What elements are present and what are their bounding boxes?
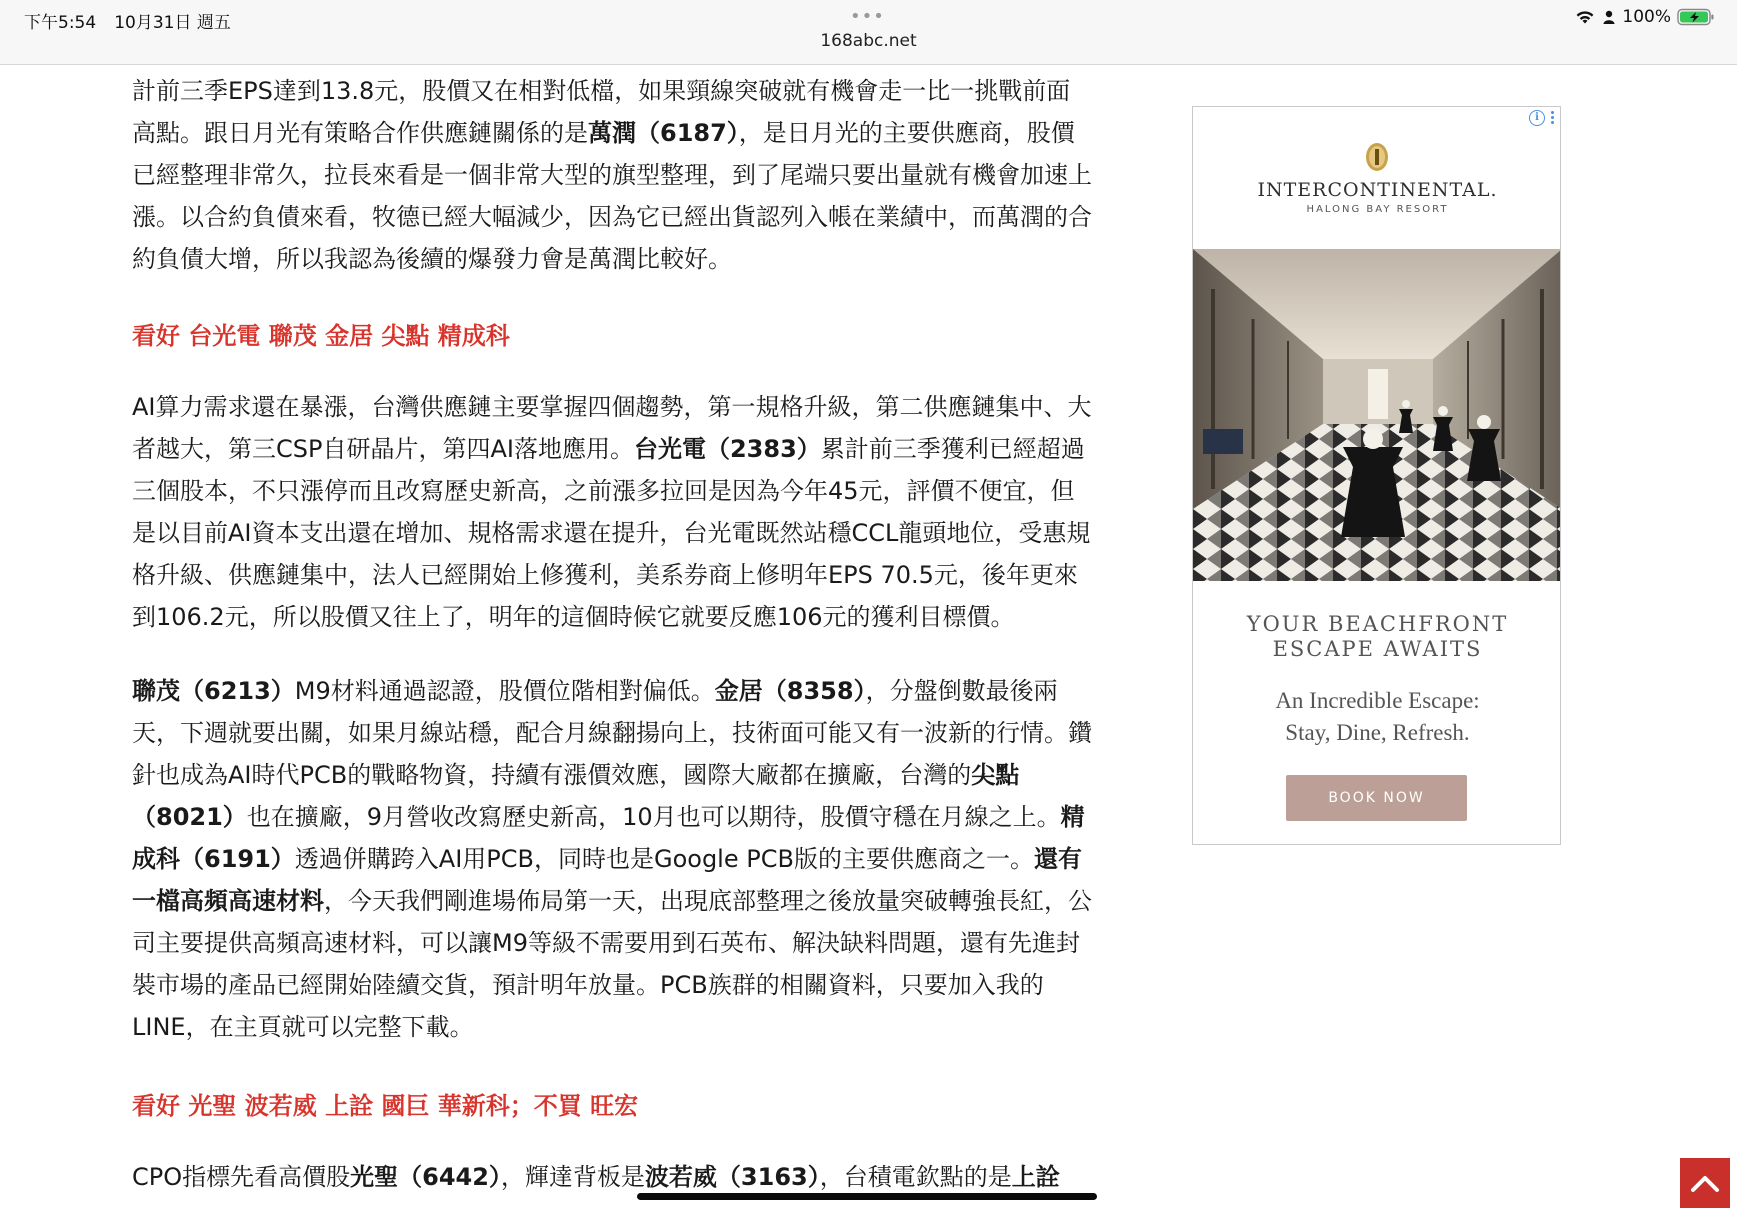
stock-name-bold: 尖點（8021） [132, 761, 1020, 831]
address-bar[interactable]: 168abc.net [820, 31, 917, 51]
article-content [132, 64, 1092, 1213]
paragraph-text: 計前三季EPS達到13.8元，股價又在相對低檔，如果頸線突破就有機會走一比一挑戰前面高點。跟日月光有策略合作供應鏈關係的是 [132, 77, 1071, 147]
ad-tagline [1193, 685, 1561, 749]
status-time: 下午5:54 [24, 13, 97, 33]
stock-name-bold: 波若威（3163） [644, 1163, 820, 1191]
book-now-button[interactable]: BOOK NOW [1286, 775, 1467, 821]
paragraph-text: 累計前三季獲利已經超過三個股本，不只漲停而且改寫歷史新高，之前漲多拉回是因為今年45元，評價不便宜，但是以目前AI資本支出還在增加、規格需求還在提升，台光電既然站穩CCL龍頭地位，受惠規格升級、供應鏈集中，法人已經開始上修獲利，美系券商上修明年EPS 70.5元，後年更來到106.2元，所以股價又往上了，明年的這個時候它就要反應106元的獲利目標價。 [132, 435, 1091, 631]
ad-headline [1193, 612, 1561, 662]
ad-brand-subtitle: HALONG BAY RESORT [1306, 204, 1449, 215]
stock-name-bold: 上詮 [1011, 1163, 1060, 1191]
chevron-up-icon [1690, 1173, 1720, 1193]
ad-brand-name: INTERCONTINENTAL. [1257, 179, 1498, 201]
article-paragraph [132, 670, 1092, 1048]
wifi-icon [1575, 9, 1595, 25]
article-paragraph [132, 386, 1092, 638]
stock-name-bold: 金居（8358） [714, 677, 866, 705]
intercontinental-logo-icon [1364, 141, 1390, 173]
ad-headline-line: YOUR BEACHFRONT [1246, 612, 1509, 636]
ad-menu-icon[interactable] [1551, 111, 1554, 126]
paragraph-text: ，台積電欽點的是 [819, 1163, 1012, 1191]
stock-name-bold: 萬潤（6187） [588, 119, 739, 147]
paragraph-text: ，今天我們剛進場佈局第一天，出現底部整理之後放量突破轉強長紅，公司主要提供高頻高速材料，可以讓M9等級不需要用到石英布、解決缺料問題，還有先進封裝市場的產品已經開始陸續交貨，預計明年放量。PCB族群的相關資料，只要加入我的LINE，在主頁就可以完整下載。 [132, 887, 1092, 1041]
section-heading: 看好 台光電 聯茂 金居 尖點 精成科 [132, 322, 510, 350]
stock-name-bold: 聯茂（6213） [132, 677, 295, 705]
paragraph-text: 也在擴廠，9月營收改寫歷史新高，10月也可以期待，股價守穩在月線之上。 [246, 803, 1061, 831]
paragraph-text: CPO指標先看高價股 [132, 1163, 351, 1191]
article-paragraph [132, 70, 1092, 280]
paragraph-text: ，是日月光的主要供應商，股價已經整理非常久，拉長來看是一個非常大型的旗型整理，到了尾端只要出量就有機會加速上漲。以合約負債來看，牧德已經大幅減少，因為它已經出貨認列入帳在業績中，而萬潤的合約負債大增，所以我認為後續的爆發力會是萬潤比較好。 [132, 119, 1092, 273]
ad-hotel-hallway-image[interactable] [1193, 249, 1561, 581]
paragraph-text: M9材料通過認證，股價位階相對偏低。 [294, 677, 715, 705]
paragraph-text: 透過併購跨入AI用PCB，同時也是Google PCB版的主要供應商之一。 [294, 845, 1034, 873]
stock-name-bold: 台光電（2383） [633, 435, 821, 463]
paragraph-text: AI算力需求還在暴漲，台灣供應鏈主要掌握四個趨勢，第一規格升級，第二供應鏈集中、大者越大，第三CSP自研晶片，第四AI落地應用。 [132, 393, 1092, 463]
advertisement[interactable] [1192, 106, 1561, 845]
status-bar [0, 0, 1737, 65]
ad-headline-line: ESCAPE AWAITS [1272, 637, 1483, 661]
stock-name-bold: 精成科（6191） [132, 803, 1085, 873]
article-paragraph [132, 1156, 1092, 1198]
status-time-date [24, 8, 249, 33]
person-icon [1603, 10, 1615, 24]
ad-tagline-line: Stay, Dine, Refresh. [1285, 720, 1470, 745]
battery-percent: 100% [1622, 7, 1671, 27]
ad-choices[interactable] [1529, 110, 1554, 126]
paragraph-text: ，輝達背板是 [500, 1163, 645, 1191]
stock-name-bold: 還有一檔高頻高速材料 [132, 845, 1082, 915]
section-heading: 看好 光聖 波若威 上詮 國巨 華新科；不買 旺宏 [132, 1092, 639, 1120]
ad-tagline-line: An Incredible Escape: [1275, 688, 1480, 713]
ad-info-icon[interactable]: i [1529, 110, 1545, 126]
stock-name-bold: 光聖（6442） [350, 1163, 501, 1191]
status-indicators [1575, 7, 1715, 27]
paragraph-text: ，分盤倒數最後兩天，下週就要出關，如果月線站穩，配合月線翻揚向上，技術面可能又有一波新的行情。鑽針也成為AI時代PCB的戰略物資，持續有漲價效應，國際大廠都在擴廠，台灣的 [132, 677, 1092, 789]
tab-menu-dots[interactable]: ••• [850, 6, 885, 27]
back-to-top-button[interactable] [1680, 1158, 1730, 1208]
home-indicator[interactable] [637, 1193, 1097, 1200]
status-date: 10月31日 週五 [114, 13, 231, 33]
battery-charging-icon [1677, 8, 1715, 26]
